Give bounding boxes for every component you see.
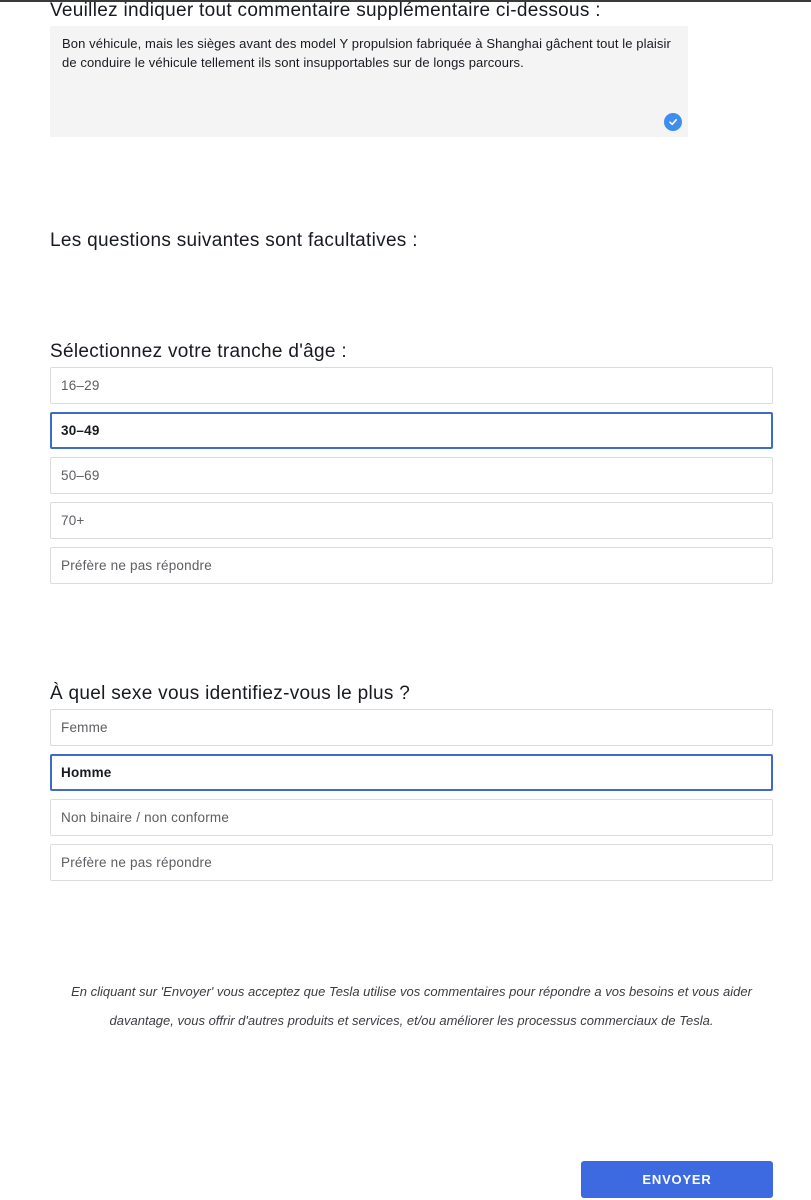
optional-questions-header: Les questions suivantes sont facultatives :: [50, 230, 418, 251]
age-option-selected[interactable]: 30–49: [50, 412, 773, 449]
comment-textarea[interactable]: [50, 26, 688, 137]
gender-options: [50, 709, 773, 889]
age-question-title: Sélectionnez votre tranche d'âge :: [50, 341, 347, 362]
gender-option[interactable]: Non binaire / non conforme: [50, 799, 773, 836]
check-icon: [664, 113, 682, 131]
comment-text: Bon véhicule, mais les sièges avant des model Y propulsion fabriquée à Shanghai gâchent tout le plaisir de conduire le véhicule tellement ils sont insupportables sur de longs parcours.: [62, 36, 671, 70]
age-option[interactable]: Préfère ne pas répondre: [50, 547, 773, 584]
age-option[interactable]: 50–69: [50, 457, 773, 494]
gender-option[interactable]: Femme: [50, 709, 773, 746]
age-option[interactable]: 16–29: [50, 367, 773, 404]
age-options: [50, 367, 773, 592]
comment-question-title: Veuillez indiquer tout commentaire supplémentaire ci-dessous :: [50, 0, 601, 21]
gender-option[interactable]: Préfère ne pas répondre: [50, 844, 773, 881]
age-option[interactable]: 70+: [50, 502, 773, 539]
gender-question-title: À quel sexe vous identifiez-vous le plus ?: [50, 683, 411, 704]
submit-button[interactable]: ENVOYER: [581, 1161, 773, 1198]
consent-text: En cliquant sur 'Envoyer' vous acceptez que Tesla utilise vos commentaires pour répondre a vos besoins et vous aider davantage, vous offrir d'autres produits et services, et/ou améliorer les processus commerciaux de Tesla.: [71, 984, 752, 1028]
gender-option-selected[interactable]: Homme: [50, 754, 773, 791]
